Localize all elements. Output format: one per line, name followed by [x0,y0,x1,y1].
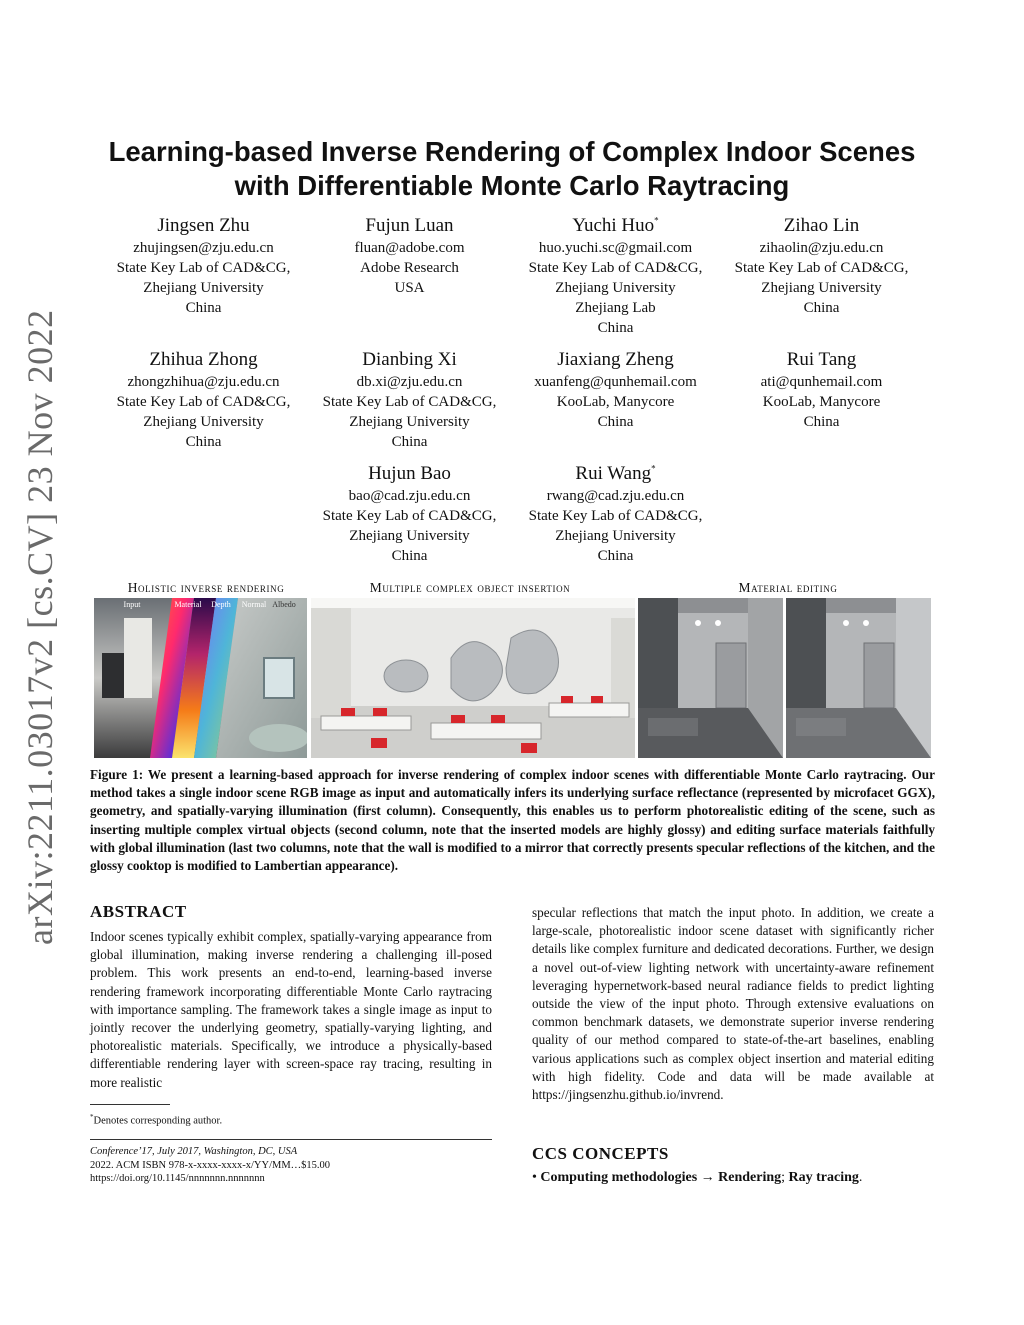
author-name [513,348,718,372]
author-affiliation-line: KooLab, Manycore [762,394,881,410]
ccs-concepts-line [532,1169,862,1187]
author-affiliation-line: China [391,434,428,450]
author-name-text: Rui Tang [786,349,857,370]
conference-isbn: 2022. ACM ISBN 978-x-xxxx-xxxx-x/YY/MM…$15.00 [90,1159,331,1171]
author-name [513,462,718,486]
author-affiliation-line: State Key Lab of CAD&CG, [528,508,703,524]
author-name [307,348,512,372]
author-card [719,214,924,318]
author-affiliation-line: KooLab, Manycore [556,394,675,410]
author-affiliation-line: State Key Lab of CAD&CG, [322,508,497,524]
footnote [90,1110,222,1129]
strip-label-normal: Normal [241,600,267,609]
author-email[interactable]: zhujingsen@zju.edu.cn [133,240,274,256]
author-affiliation-line: Zhejiang University [555,528,676,544]
author-card [307,462,512,566]
panel-caption-material-editing: Material editing [738,580,838,595]
figure-caption: Figure 1: We present a learning-based approach for inverse rendering of complex indoor scenes with differentiable Monte Carlo raytracing. Our method takes a single indoor scene RGB image as input and automatically infers its underlying surface reflectance (represented by microfacet GGX), geometry, and spatially-varying illumination (first column). Consequently, this enables us to perform photorealistic editing of the scene, such as inserting multiple complex virtual objects (second column, note that the inserted models are highly glossy) and editing surface materials faithfully with global illumination (last two columns, note that the wall is modified to a mirror that correctly presents specular reflections of the kitchen, and the glossy cooktop is modified to Lambertian appearance). [90,767,935,874]
author-affiliation-line: China [185,434,222,450]
ccs-term-ray-tracing: Ray tracing [788,1170,859,1185]
author-affiliation-line: China [391,548,428,564]
teaser-image-kitchen-edited [786,598,931,758]
author-card [513,214,718,338]
panel-caption-insertion: Multiple complex object insertion [369,580,571,595]
footnote-mark: * [90,1113,94,1121]
author-email[interactable]: bao@cad.zju.edu.cn [348,488,471,504]
author-affiliation-line: State Key Lab of CAD&CG, [528,260,703,276]
teaser-image-kitchen-original [638,598,783,758]
author-affiliation-line: Zhejiang University [761,280,882,296]
author-name [101,348,306,372]
author-affiliation-line: State Key Lab of CAD&CG, [116,394,291,410]
author-card [101,214,306,318]
author-card [513,462,718,566]
author-name-text: Zhihua Zhong [149,349,258,370]
author-affiliation-line: China [803,414,840,430]
abstract-heading: ABSTRACT [90,902,187,921]
author-email[interactable]: zhongzhihua@zju.edu.cn [127,374,280,390]
author-email[interactable]: xuanfeng@qunhemail.com [534,374,697,390]
kitchen-original-illustration [638,598,783,758]
author-affiliation-line: State Key Lab of CAD&CG, [734,260,909,276]
author-name-text: Yuchi Huo [572,215,655,236]
author-affiliation-line: Zhejiang University [555,280,676,296]
author-name-text: Jiaxiang Zheng [557,349,674,370]
author-affiliation-line: Zhejiang Lab [575,300,656,316]
strip-label-albedo: Albedo [272,600,296,609]
author-affiliation-line: Zhejiang University [143,280,264,296]
ccs-arrow: → [700,1170,715,1185]
panel-caption-holistic: Holistic inverse rendering [127,580,285,595]
author-affiliation-line: Zhejiang University [349,414,470,430]
ccs-end: . [858,1170,863,1185]
author-affiliation-line: Zhejiang University [349,528,470,544]
author-name-text: Jingsen Zhu [157,215,250,236]
author-affiliation-line: China [597,414,634,430]
author-name-text: Zihao Lin [783,215,860,236]
ccs-term-computing: Computing methodologies [540,1170,698,1185]
conference-rule [90,1139,492,1140]
paper-title [80,135,944,203]
teaser-image-object-insertion [311,598,635,758]
author-email[interactable]: rwang@cad.zju.edu.cn [546,488,685,504]
author-affiliation-line: China [597,548,634,564]
object-insertion-illustration [311,598,635,758]
author-email[interactable]: db.xi@zju.edu.cn [356,374,463,390]
abstract-text-right: specular reflections that match the input photo. In addition, we create a large-scale, photorealistic indoor scene dataset with significantly richer details like complex furniture and dedicated decorations. Further, we design a novel out-of-view lighting network with uncertainty-aware refinement leveraging hypernetwork-based neural radiance fields to predict lighting outside the view of the input photo. Through extensive evaluations on common benchmark datasets, we demonstrate superior inverse rendering quality of our method compared to state-of-the-art baselines, enabling various applications such as complex object insertion and material editing with high fidelity. Code and data will be made available at https://jingsenzhu.github.io/invrend. [532,905,934,1103]
ccs-term-rendering: Rendering [718,1170,782,1185]
conference-doi[interactable]: https://doi.org/10.1145/nnnnnnn.nnnnnnn [90,1173,265,1184]
author-email[interactable]: zihaolin@zju.edu.cn [759,240,884,256]
author-name [513,214,718,238]
teaser-image-inverse-rendering [94,598,307,758]
author-name [307,462,512,486]
author-name-text: Fujun Luan [365,215,454,236]
author-email[interactable]: fluan@adobe.com [354,240,465,256]
author-card [513,348,718,432]
title-line-2: with Differentiable Monte Carlo Raytracing [234,170,790,201]
author-name [719,348,924,372]
author-card [719,348,924,432]
author-affiliation-line: State Key Lab of CAD&CG, [116,260,291,276]
author-email[interactable]: ati@qunhemail.com [760,374,883,390]
author-name-text: Rui Wang [575,463,652,484]
footnote-rule [90,1104,170,1105]
author-affiliation-line: China [597,320,634,336]
corresponding-author-mark: * [654,215,659,226]
title-line-1: Learning-based Inverse Rendering of Complex Indoor Scenes [108,136,916,167]
author-name-text: Dianbing Xi [362,349,457,370]
author-name [101,214,306,238]
abstract-text-left: Indoor scenes typically exhibit complex, spatially-varying appearance from global illumination, making inverse rendering a challenging ill-posed problem. This work presents an end-to-end, learning-based inverse rendering framework incorporating differentiable Monte Carlo raytracing with importance sampling. The framework takes a single image as input to jointly recover the underlying geometry, spatially-varying lighting, and photorealistic materials. Specifically, we introduce a physically-based differentiable rendering layer with screen-space ray tracing, resulting in more realistic [90,929,492,1090]
author-affiliation-line: State Key Lab of CAD&CG, [322,394,497,410]
kitchen-edited-illustration [786,598,931,758]
author-affiliation-line: Adobe Research [360,260,459,276]
conference-venue: Conference’17, July 2017, Washington, DC, USA [90,1146,298,1157]
author-affiliation-line: Zhejiang University [143,414,264,430]
author-name [307,214,512,238]
author-card [101,348,306,452]
author-card [307,214,512,298]
ccs-bullet: • [532,1170,537,1185]
corresponding-author-mark: * [651,463,656,474]
author-affiliation-line: China [803,300,840,316]
footnote-text: Denotes corresponding author. [93,1115,223,1127]
conference-info [90,1145,330,1186]
strip-label-material: Material [174,600,202,609]
strip-label-input: Input [123,600,141,609]
ccs-heading: CCS CONCEPTS [532,1144,669,1163]
strip-label-depth: Depth [211,600,231,609]
author-affiliation-line: China [185,300,222,316]
author-email[interactable]: huo.yuchi.sc@gmail.com [538,240,693,256]
inverse-rendering-illustration [94,598,307,758]
ccs-separator: ; [781,1170,786,1185]
arxiv-side-stamp: arXiv:2211.03017v2 [cs.CV] 23 Nov 2022 [20,309,60,945]
author-card [307,348,512,452]
author-name-text: Hujun Bao [368,463,451,484]
author-affiliation-line: USA [394,280,425,296]
author-name [719,214,924,238]
